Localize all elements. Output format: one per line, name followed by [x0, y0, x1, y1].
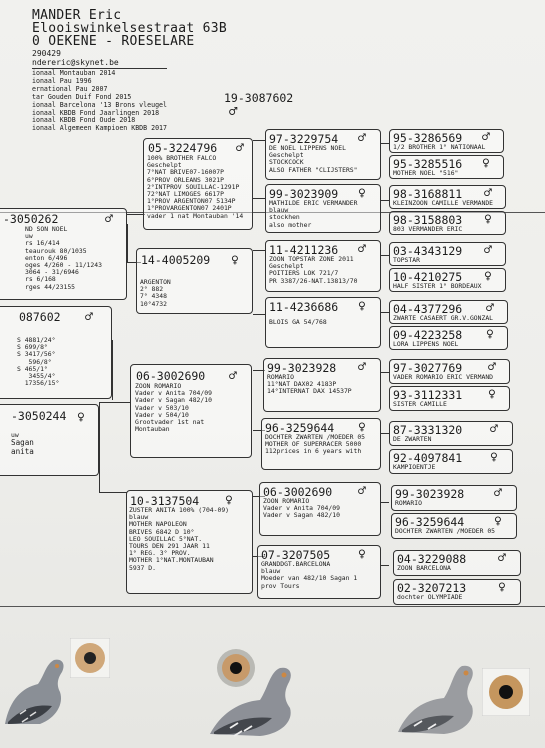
pigeon-card	[389, 326, 508, 350]
achievement-item: ionaal KBDB Fond Oude 2018	[32, 116, 136, 125]
pigeon-card	[265, 297, 381, 348]
pigeon-card	[389, 242, 506, 266]
note-line: Geschelpt	[147, 161, 182, 170]
note-line: blauw	[261, 567, 281, 576]
ring-number: 97-3027769	[393, 361, 463, 375]
connector-line	[253, 250, 265, 251]
breeder-street: Elooiswinkelsestraat 63B	[32, 21, 228, 36]
ring-number: 05-3224796	[148, 141, 218, 155]
pigeon-card	[389, 421, 513, 446]
note-line: ALSO FATHER "CLIJSTERS"	[269, 165, 358, 174]
achievement-item: ionaal Montauban 2014	[32, 69, 116, 77]
note-line: ARGENTON	[140, 278, 171, 286]
note-line: 6°PROV ORLEANS 3021P	[147, 175, 224, 184]
note-line: anita	[11, 446, 34, 456]
ring-number: 11-4236686	[269, 300, 339, 314]
note-line: enton 6/496	[25, 253, 68, 262]
note-line: KLEINZOON CAMILLE VERMANDE	[393, 199, 494, 207]
pigeon-card	[126, 490, 253, 594]
male-symbol-icon: ♂	[490, 422, 498, 437]
male-symbol-icon: ♂	[494, 486, 502, 501]
note-line: 1°PROV ARGENTON07 5134P	[147, 197, 236, 206]
female-symbol-icon: ♀	[482, 156, 490, 171]
card-notes	[269, 256, 358, 285]
note-line: ZWARTE CASAERT GR.V.GONZAL	[393, 314, 494, 322]
note-line: ZOON BARCELONA	[397, 564, 451, 572]
ring-number: 087602	[19, 310, 61, 324]
card-notes	[269, 319, 327, 326]
pigeon-card	[130, 364, 252, 458]
ring-number: 10-4210275	[393, 270, 463, 284]
connector-line	[381, 372, 389, 373]
note-line: 3455/4°	[17, 372, 56, 381]
ring-number: 96-3259644	[265, 421, 335, 435]
card-notes	[129, 507, 229, 572]
note-line: 1/2 BROTHER 1° NATIONAAL	[393, 143, 486, 151]
female-symbol-icon: ♀	[358, 186, 366, 201]
note-line: stockhen	[269, 213, 300, 222]
note-line: S 4881/24°	[17, 336, 56, 344]
card-notes	[140, 279, 171, 308]
ring-number: 04-4377296	[393, 302, 463, 316]
breeder-email: ndereric@skynet.be	[32, 58, 119, 67]
connector-line	[99, 402, 100, 492]
ring-number: 99-3023928	[267, 361, 337, 375]
ring-number: 04-3229088	[397, 552, 467, 566]
connector-line	[381, 502, 389, 503]
male-symbol-icon: ♂	[484, 186, 492, 201]
female-symbol-icon: ♀	[498, 580, 506, 595]
note-line: ROMARIO	[267, 373, 294, 381]
note-line: Montauban	[135, 425, 170, 434]
note-line: uw	[25, 232, 33, 241]
connector-line	[381, 255, 389, 256]
ring-number: 07-3207505	[261, 548, 331, 562]
ring-number: 06-3002690	[136, 369, 206, 383]
female-symbol-icon: ♀	[486, 327, 494, 342]
note-line: TOURS DEN 291 JAAR 11	[129, 542, 210, 551]
connector-line	[99, 402, 130, 403]
female-symbol-icon: ♀	[231, 253, 239, 268]
connector-line	[253, 198, 265, 199]
note-line: MATHILDE ERIC VERMANDER	[269, 199, 358, 207]
note-line: 1° REG. 3° PROV.	[129, 549, 191, 558]
ring-number: 98-3168811	[393, 187, 463, 201]
ring-number: 06-3002690	[263, 485, 333, 499]
card-notes	[269, 200, 358, 229]
note-line: 1°PROVARGENTON07 2401P	[147, 204, 232, 213]
pigeon-card	[143, 138, 253, 230]
connector-line	[127, 224, 128, 262]
ring-number: 96-3259644	[395, 515, 465, 529]
note-line: SISTER CAMILLE	[393, 400, 447, 408]
female-symbol-icon: ♀	[358, 299, 366, 314]
note-line: S 465/1°	[17, 364, 48, 373]
note-line: Moeder van 482/10 Sagan 1	[261, 574, 358, 583]
ring-number: 10-3137504	[130, 494, 200, 508]
note-line: LORA LIPPENS NOEL	[393, 340, 459, 348]
pigeon-eye-photo	[482, 668, 530, 716]
breeder-phone: 290429	[32, 49, 61, 58]
female-symbol-icon: ♀	[484, 212, 492, 227]
pigeon-card	[257, 545, 381, 599]
pigeon-card	[389, 449, 513, 474]
pigeon-card	[389, 185, 506, 209]
note-line: Vader v Anita 704/09	[263, 504, 340, 513]
note-line: ZOON ROMARIO	[135, 382, 182, 390]
note-line: ZUSTER ANITA 100% (704-09)	[129, 506, 230, 514]
note-line: 10°4732	[140, 299, 167, 308]
connector-line	[253, 140, 265, 141]
pigeon-card	[265, 184, 381, 233]
note-line: 14°INTERNAT DAX 14537P	[267, 387, 352, 396]
note-line: 5937 D.	[129, 563, 156, 572]
note-line: Geschelpt	[269, 151, 304, 160]
pigeon-card	[265, 240, 381, 292]
card-notes	[25, 226, 102, 291]
male-symbol-icon: ♂	[498, 551, 506, 566]
pigeon-card	[389, 211, 506, 235]
ring-number: 92-4097841	[393, 451, 463, 465]
male-symbol-icon: ♂	[486, 301, 494, 316]
note-line: MOTHER NOEL "516"	[393, 169, 459, 177]
male-symbol-icon: ♂	[482, 130, 490, 145]
male-symbol-icon: ♂	[488, 360, 496, 375]
male-symbol-icon: ♂	[484, 243, 492, 258]
note-line: uw	[11, 431, 19, 439]
note-line: 72°NAT LIMOGES 6617P	[147, 190, 224, 199]
connector-line	[381, 200, 389, 201]
divider-line	[0, 606, 545, 607]
note-line: Vader v Anita 704/09	[135, 389, 212, 398]
female-symbol-icon: ♀	[77, 410, 85, 425]
card-notes	[135, 383, 212, 433]
breeder-header	[32, 9, 332, 133]
note-line: LEO SOUILLAC 5°NAT.	[129, 534, 203, 543]
pigeon-photo	[0, 644, 80, 734]
note-line: KAMPIOENTJE	[393, 463, 436, 471]
note-line: dochter OLYMPIADE	[397, 593, 463, 601]
note-line: Geschelpt	[269, 262, 304, 271]
female-symbol-icon: ♀	[358, 547, 366, 562]
pigeon-card	[389, 300, 508, 324]
note-line: BLOIS GA 54/768	[269, 318, 327, 326]
achievement-item: ernational Pau 2007	[32, 84, 108, 93]
pigeon-photo	[200, 642, 310, 742]
note-line: Vader v Sagan 482/10	[263, 511, 340, 520]
connector-line	[99, 492, 127, 493]
male-symbol-icon: ♂	[105, 212, 113, 227]
subject-ring: 19-3087602	[224, 91, 294, 105]
pigeon-card	[389, 129, 504, 153]
note-line: 803 VERMANDER ERIC	[393, 225, 463, 233]
male-symbol-icon: ♂	[85, 310, 93, 325]
card-notes	[265, 434, 365, 456]
note-line: blauw	[269, 206, 289, 215]
note-line: rs 16/414	[25, 239, 60, 248]
female-symbol-icon: ♀	[494, 514, 502, 529]
ring-number: 95-3286569	[393, 131, 463, 145]
pigeon-card	[389, 268, 506, 292]
ring-number: 03-4343129	[393, 244, 463, 258]
note-line: VADER ROMARIO ERIC VERMAND	[393, 373, 494, 381]
note-line: rs 6/168	[25, 275, 56, 284]
note-line: MOTHER NAPOLEON	[129, 520, 187, 529]
note-line: PR 3387/26-NAT.13813/70	[269, 276, 358, 285]
male-symbol-icon: ♂	[236, 141, 244, 156]
male-symbol-icon: ♂	[358, 484, 366, 499]
connector-line	[381, 433, 389, 434]
ring-number: 87-3331320	[393, 423, 463, 437]
female-symbol-icon: ♀	[225, 493, 233, 508]
note-line: MOTHER 1°NAT.MONTAUBAN	[129, 556, 214, 565]
pigeon-card	[389, 386, 510, 411]
connector-line	[381, 312, 389, 313]
dam-card	[0, 404, 99, 476]
card-notes	[147, 155, 243, 220]
ring-number: 09-4223258	[393, 328, 463, 342]
photo-strip	[0, 632, 545, 748]
connector-line	[381, 143, 389, 144]
note-line: STOCKCOCK	[269, 158, 304, 167]
note-line: 3064 - 31/6946	[25, 268, 79, 277]
note-line: GRANDDGT.BARCELONA	[261, 560, 331, 568]
note-line: blauw	[129, 513, 149, 522]
note-line: 7°NAT BRIVE07-16007P	[147, 168, 224, 177]
ring-number: 95-3285516	[393, 157, 463, 171]
subject-sex-icon: ♂	[229, 104, 238, 120]
female-symbol-icon: ♀	[358, 420, 366, 435]
breeder-city: 0 OEKENE - ROESELARE	[32, 34, 195, 49]
note-line: 112prices in 6 years with	[265, 447, 362, 456]
note-line: DOCHTER ZWARTEN /MOEDER 05	[265, 433, 366, 441]
note-line: rges 44/23155	[25, 282, 76, 291]
note-line: ROMARIO	[395, 499, 422, 507]
note-line: DE ZWARTEN	[393, 435, 432, 443]
ring-number: 93-3112331	[393, 388, 463, 402]
card-notes	[267, 374, 352, 396]
male-symbol-icon: ♂	[358, 360, 366, 375]
note-line: 17356/15°	[17, 379, 60, 388]
note-line: S 699/8°	[17, 343, 48, 352]
connector-line	[112, 340, 113, 400]
achievement-item: ionaal Algemeen Kampioen KBDB 2017	[32, 124, 167, 133]
connector-line	[253, 314, 265, 315]
pigeon-photo	[388, 640, 488, 740]
ring-number: 98-3158803	[393, 213, 463, 227]
note-line: ND SON NOEL	[25, 225, 68, 233]
pigeon-card	[393, 550, 521, 576]
ring-number: 14-4005209	[141, 253, 211, 267]
pigeon-eye-photo	[70, 638, 110, 678]
note-line: vader 1 nat Montauban '14	[147, 211, 244, 220]
female-symbol-icon: ♀	[488, 387, 496, 402]
subject-summary-card	[0, 306, 112, 399]
note-line: 596/8°	[17, 357, 52, 366]
note-line: DE NOEL LIPPENS NOEL	[269, 144, 346, 152]
note-line: 100% BROTHER FALCO	[147, 154, 217, 162]
note-line: POITIERS LOK 721/7	[269, 269, 339, 278]
note-line: HALF SISTER 1° BORDEAUX	[393, 282, 482, 290]
achievement-item: ionaal Pau 1996	[32, 76, 92, 85]
card-notes	[11, 432, 34, 456]
ring-number: -3050244	[11, 409, 67, 423]
card-notes	[269, 145, 358, 174]
note-line: Vader v Sagan 482/10	[135, 396, 212, 405]
card-notes	[261, 561, 357, 590]
female-symbol-icon: ♀	[490, 450, 498, 465]
pigeon-card	[263, 358, 381, 412]
note-line: Sagan	[11, 438, 34, 448]
male-symbol-icon: ♂	[358, 242, 366, 257]
ring-number: 99-3023909	[269, 187, 339, 201]
breeder-name: MANDER Eric	[32, 8, 122, 23]
pigeon-card	[136, 248, 253, 314]
connector-line	[381, 565, 389, 566]
female-symbol-icon: ♀	[484, 269, 492, 284]
pigeon-card	[265, 129, 381, 180]
note-line: 7° 4348	[140, 292, 167, 301]
ring-number: 11-4211236	[269, 243, 339, 257]
note-line: ZOON TOPSTAR ZONE 2011	[269, 255, 354, 263]
pigeon-card	[391, 513, 517, 539]
male-symbol-icon: ♂	[229, 369, 237, 384]
note-line: Vader v 503/10	[135, 403, 189, 412]
note-line: oges 4/260 - 11/1243	[25, 261, 102, 270]
note-line: S 3417/56°	[17, 350, 56, 359]
card-notes	[263, 498, 340, 520]
note-line: Vader v 504/10	[135, 410, 189, 419]
note-line: DOCHTER ZWARTEN /MOEDER 05	[395, 527, 496, 535]
achievement-item: ionaal KBDB Fond Jaarlingen 2018	[32, 108, 160, 117]
note-line: MOTHER OF SUPERRACER 5000	[265, 440, 362, 449]
pigeon-card	[259, 482, 381, 536]
sire-card	[0, 208, 127, 300]
ring-number: 02-3207213	[397, 581, 467, 595]
achievement-item: tar Gouden Duif Fond 2015	[32, 92, 132, 101]
pigeon-card	[389, 359, 510, 384]
pigeon-card	[393, 579, 521, 605]
pigeon-card	[391, 485, 517, 511]
male-symbol-icon: ♂	[358, 131, 366, 146]
note-line: prov Tours	[261, 581, 300, 590]
note-line: 2°INTPROV SOUILLAC-1291P	[147, 182, 240, 191]
ring-number: 99-3023928	[395, 487, 465, 501]
ring-number: 97-3229754	[269, 132, 339, 146]
pigeon-card	[389, 155, 504, 179]
card-notes	[17, 337, 59, 387]
note-line: TOPSTAR	[393, 256, 420, 264]
note-line: BRIVES 6842 D 10°	[129, 527, 195, 536]
note-line: 2° 882	[140, 285, 164, 294]
note-line: 11°NAT DAX02 4183P	[267, 380, 337, 389]
ring-number: -3050262	[3, 212, 59, 226]
pigeon-card	[261, 418, 381, 470]
note-line: ZOON ROMARIO	[263, 497, 310, 505]
note-line: teaurouk 80/1035	[25, 246, 87, 255]
achievement-item: ionaal Barcelona '13 Brons vleugel	[32, 100, 167, 109]
note-line: Grootvader 1st nat	[135, 418, 205, 427]
note-line: also mother	[269, 220, 312, 229]
